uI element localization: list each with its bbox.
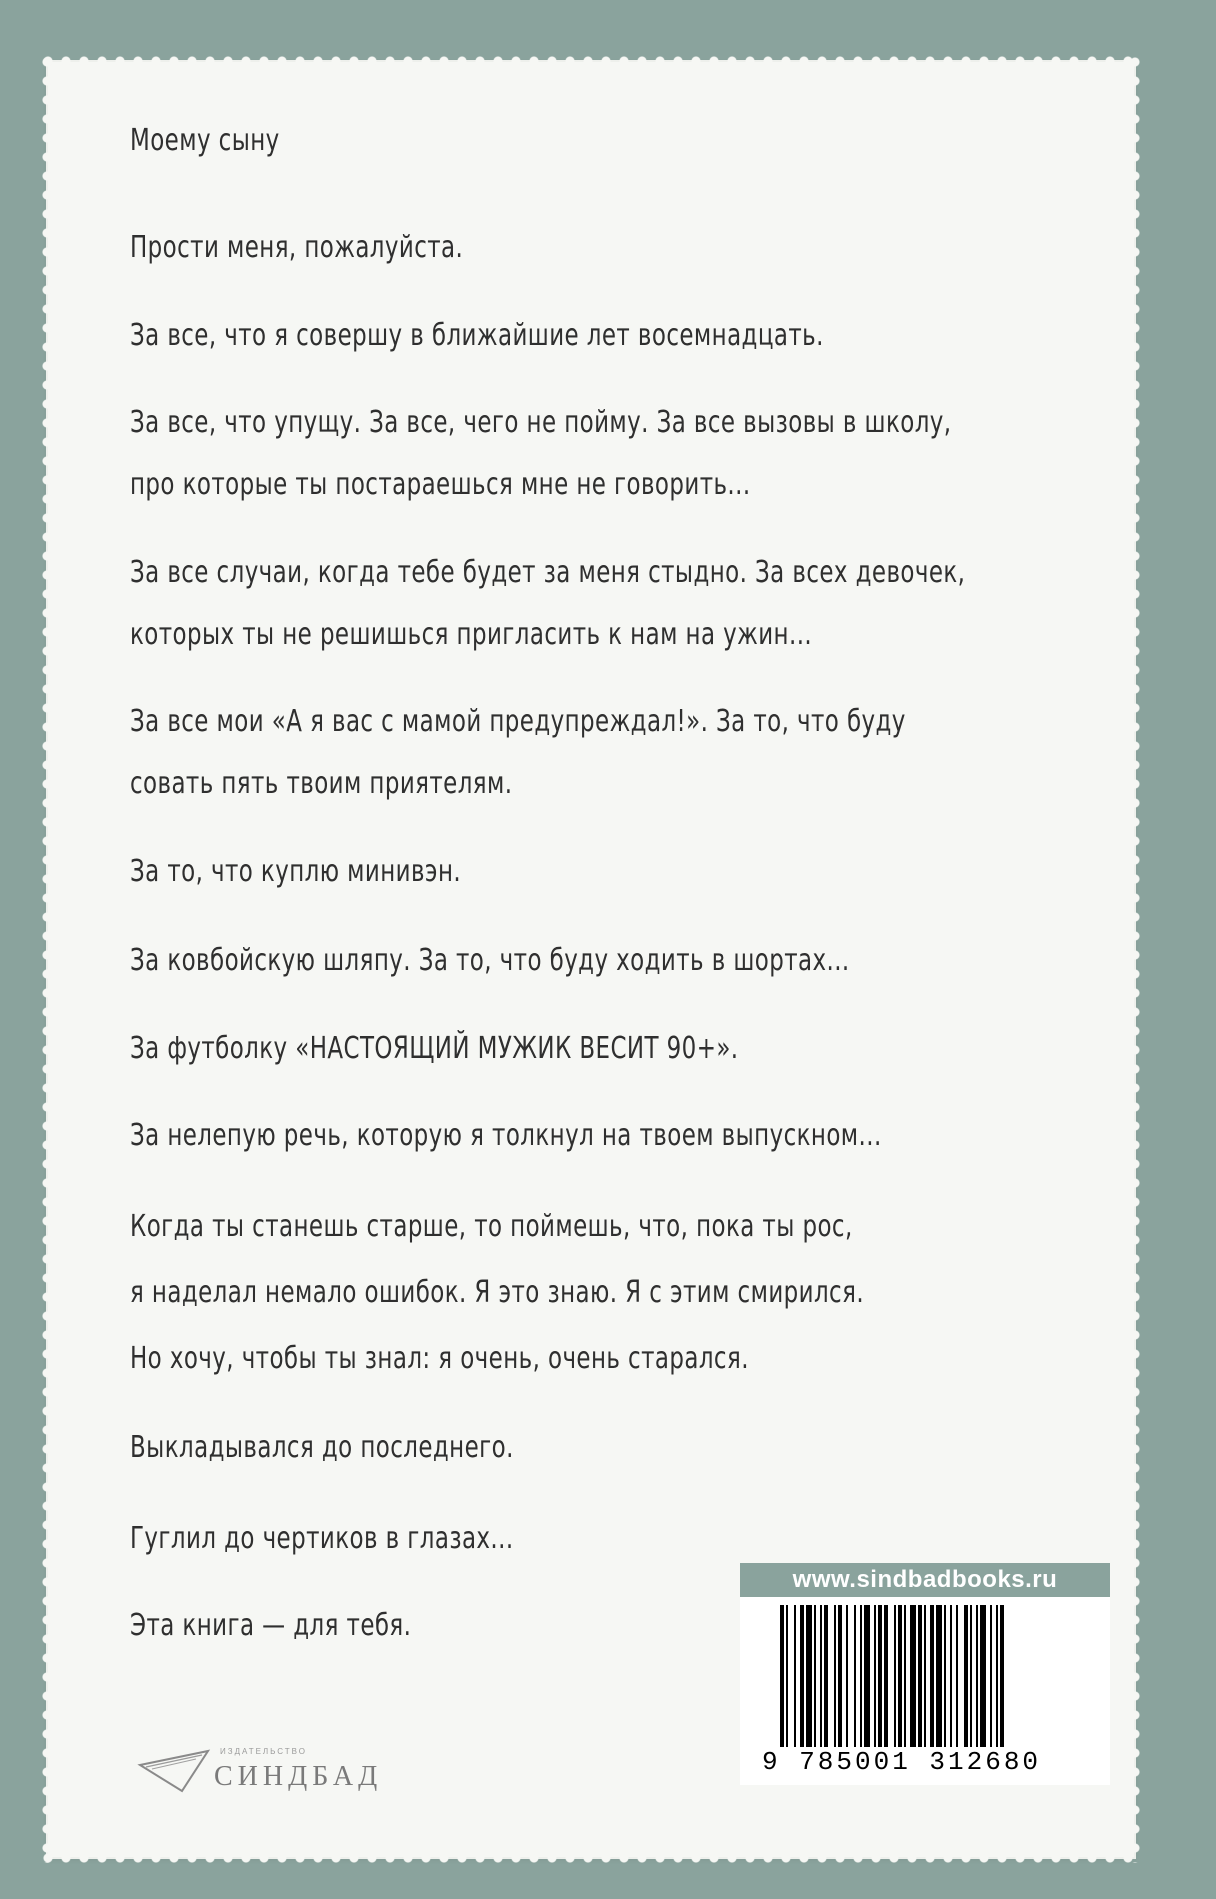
text-line: За футболку «НАСТОЯЩИЙ МУЖИК ВЕСИТ 90+». — [130, 1031, 739, 1066]
barcode-icon — [780, 1605, 1080, 1747]
torn-edge-right — [1130, 56, 1140, 1863]
publisher-url: www.sindbadbooks.ru — [740, 1563, 1110, 1597]
sail-logo-icon — [136, 1735, 216, 1795]
text-line: За все случаи, когда тебе будет за меня стыдно. За всех девочек, — [130, 555, 966, 590]
text-line: За все, что упущу. За все, чего не пойму. За все вызовы в школу, — [130, 405, 952, 440]
publisher-label: ИЗДАТЕЛЬСТВО — [220, 1747, 307, 1756]
dedication: Моему сыну — [130, 123, 280, 158]
text-line: которых ты не решишься пригласить к нам на ужин... — [130, 617, 813, 652]
isbn-number: 9 785001 312680 — [762, 1747, 1042, 1777]
text-line: про которые ты постараешься мне не говорить... — [130, 467, 751, 502]
text-line: совать пять твоим приятелям. — [130, 766, 513, 801]
text-line: Гуглил до чертиков в глазах... — [130, 1521, 514, 1556]
text-line: За ковбойскую шляпу. За то, что буду ходить в шортах... — [130, 943, 850, 978]
text-line: За то, что куплю минивэн. — [130, 854, 462, 889]
publisher-name: СИНДБАД — [214, 1761, 383, 1792]
text-line: Прости меня, пожалуйста. — [130, 230, 464, 265]
text-line: За нелепую речь, которую я толкнул на твоем выпускном... — [130, 1118, 882, 1153]
text-line: Выкладывался до последнего. — [130, 1430, 514, 1465]
torn-edge-left — [42, 56, 52, 1863]
text-line: Когда ты станешь старше, то поймешь, что, пока ты рос, — [130, 1209, 853, 1244]
text-line: Эта книга — для тебя. — [130, 1608, 412, 1643]
text-line: За все, что я совершу в ближайшие лет восемнадцать. — [130, 318, 824, 353]
barcode-block — [740, 1563, 1110, 1785]
text-line: За все мои «А я вас с мамой предупреждал!». За то, что буду — [130, 704, 906, 739]
text-line: Но хочу, чтобы ты знал: я очень, очень старался. — [130, 1341, 749, 1376]
publisher-logo — [136, 1735, 416, 1795]
text-line: я наделал немало ошибок. Я это знаю. Я с этим смирился. — [130, 1275, 865, 1310]
